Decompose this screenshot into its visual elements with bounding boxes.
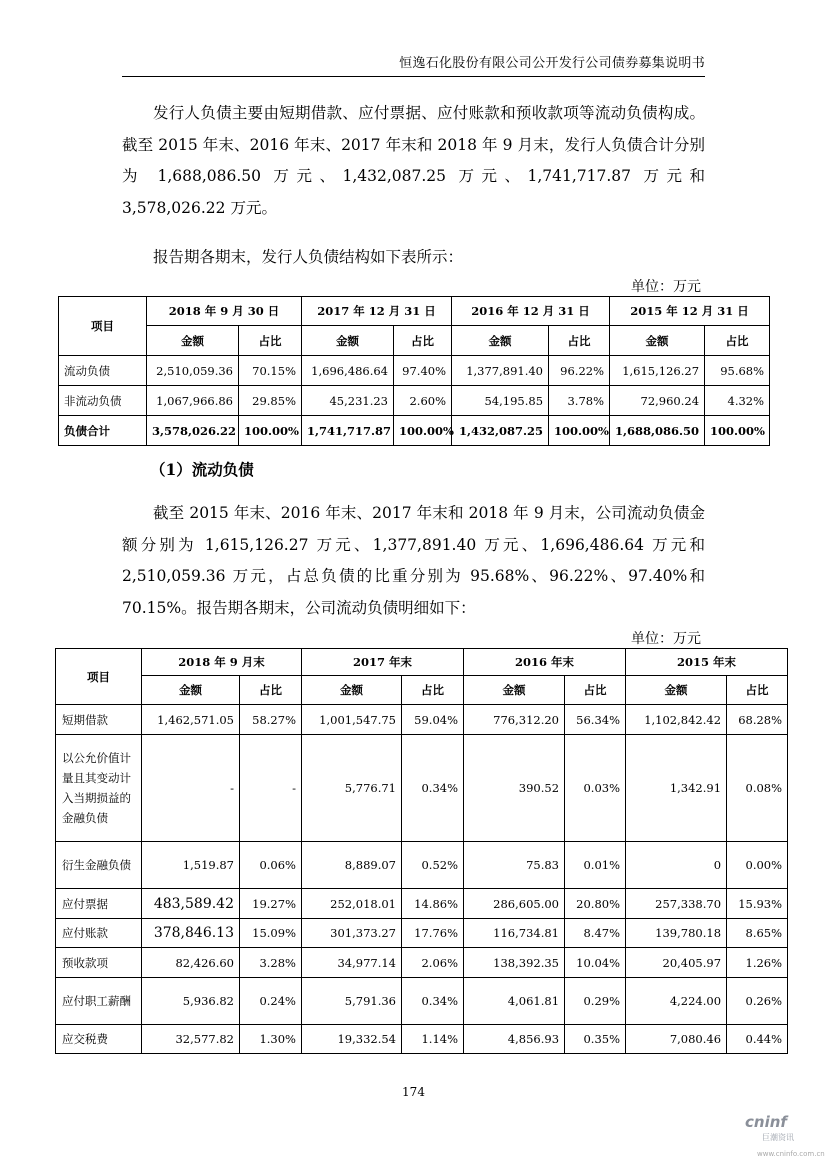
table-cell: 3.28% bbox=[240, 948, 302, 978]
table-cell: 1,342.91 bbox=[626, 735, 727, 842]
row-label: 应交税费 bbox=[56, 1025, 142, 1054]
table-cell: 0.29% bbox=[565, 978, 626, 1025]
table-cell: 45,231.23 bbox=[302, 386, 394, 416]
table-cell: - bbox=[142, 735, 240, 842]
table-cell: 29.85% bbox=[239, 386, 302, 416]
row-label: 非流动负债 bbox=[59, 386, 147, 416]
table-row bbox=[56, 1025, 788, 1054]
table-cell: 20.80% bbox=[565, 889, 626, 919]
row-label: 短期借款 bbox=[56, 705, 142, 735]
table-cell: 56.34% bbox=[565, 705, 626, 735]
table-cell: 68.28% bbox=[727, 705, 788, 735]
liability-structure-table bbox=[58, 296, 770, 446]
table-row bbox=[56, 948, 788, 978]
table-cell: 54,195.85 bbox=[452, 386, 549, 416]
table-cell: 4,856.93 bbox=[464, 1025, 565, 1054]
table-cell: 1,432,087.25 bbox=[452, 416, 549, 446]
unit-label-table2: 单位：万元 bbox=[631, 631, 701, 647]
table-cell: 0.34% bbox=[402, 978, 464, 1025]
table-cell: 776,312.20 bbox=[464, 705, 565, 735]
table-row bbox=[56, 889, 788, 919]
table-cell: 2.60% bbox=[394, 386, 452, 416]
table2-subheader-amount: 金额 bbox=[626, 676, 727, 705]
paragraph-current-liabilities: 截至 2015 年末、2016 年末、2017 年末和 2018 年 9 月末，公司流动负债金额分别为 1,615,126.27 万元、1,377,891.40 万元、1,696,486.64 万元和 2,510,059.36 万元，占总负债的比重分别为 95.68%、96.22%、97.40%和 70.15%。报告期各期末，公司流动负债明细如下： bbox=[122, 504, 705, 617]
table-cell: 1,102,842.42 bbox=[626, 705, 727, 735]
table-cell: 483,589.42 bbox=[142, 889, 240, 919]
document-header-title: 恒逸石化股份有限公司公开发行公司债券募集说明书 bbox=[399, 56, 705, 71]
table1-subheader-amount: 金额 bbox=[610, 326, 705, 356]
header-rule bbox=[122, 76, 705, 77]
table-row bbox=[59, 356, 770, 386]
table-cell: 0.00% bbox=[727, 842, 788, 889]
paragraph-structure-intro: 报告期各期末，发行人负债结构如下表所示： bbox=[153, 248, 464, 266]
table2-subheader-ratio: 占比 bbox=[240, 676, 302, 705]
table1-header-period: 2016 年 12 月 31 日 bbox=[452, 297, 610, 326]
table1-header-period: 2015 年 12 月 31 日 bbox=[610, 297, 770, 326]
section-heading: （1）流动负债 bbox=[150, 460, 254, 479]
table1-subheader-ratio: 占比 bbox=[705, 326, 770, 356]
table-cell: 0.24% bbox=[240, 978, 302, 1025]
paragraph-liabilities-summary: 发行人负债主要由短期借款、应付票据、应付账款和预收款项等流动负债构成。截至 2015 年末、2016 年末、2017 年末和 2018 年 9 月末，发行人负债合计分别为 1,688,086.50 万元、1,432,087.25 万元、1,741,717.87 万元和 3,578,026.22 万元。 bbox=[122, 104, 705, 217]
table1-header-period: 2018 年 9 月 30 日 bbox=[147, 297, 302, 326]
table-cell: 3.78% bbox=[549, 386, 610, 416]
table-cell: 100.00% bbox=[549, 416, 610, 446]
row-label: 衍生金融负债 bbox=[56, 842, 142, 889]
table-row bbox=[56, 842, 788, 889]
table-cell: 95.68% bbox=[705, 356, 770, 386]
cninfo-logo-cn: 巨潮资讯 bbox=[762, 1133, 794, 1142]
table-cell: 19,332.54 bbox=[302, 1025, 402, 1054]
table-cell: 20,405.97 bbox=[626, 948, 727, 978]
table-cell: 378,846.13 bbox=[142, 919, 240, 948]
table2-subheader-amount: 金额 bbox=[142, 676, 240, 705]
row-label: 以公允价值计量且其变动计入当期损益的金融负债 bbox=[56, 735, 142, 842]
table-cell: 72,960.24 bbox=[610, 386, 705, 416]
table-cell: 34,977.14 bbox=[302, 948, 402, 978]
table1-subheader-ratio: 占比 bbox=[394, 326, 452, 356]
table1-subheader-amount: 金额 bbox=[452, 326, 549, 356]
table-cell: 1,462,571.05 bbox=[142, 705, 240, 735]
table-cell: 17.76% bbox=[402, 919, 464, 948]
table-cell: 1.26% bbox=[727, 948, 788, 978]
table-cell: 1,741,717.87 bbox=[302, 416, 394, 446]
table-cell: 116,734.81 bbox=[464, 919, 565, 948]
table2-header-period: 2017 年末 bbox=[302, 649, 464, 676]
current-liabilities-detail-table bbox=[55, 648, 788, 1054]
unit-label-table1: 单位：万元 bbox=[631, 279, 701, 295]
table-row-total bbox=[59, 416, 770, 446]
table-cell: 0.26% bbox=[727, 978, 788, 1025]
table2-subheader-ratio: 占比 bbox=[402, 676, 464, 705]
table2-header-period: 2015 年末 bbox=[626, 649, 788, 676]
table-cell: 5,791.36 bbox=[302, 978, 402, 1025]
table2-header-period: 2016 年末 bbox=[464, 649, 626, 676]
table-cell: 100.00% bbox=[705, 416, 770, 446]
table-cell: 14.86% bbox=[402, 889, 464, 919]
table-cell: 139,780.18 bbox=[626, 919, 727, 948]
table2-subheader-amount: 金额 bbox=[464, 676, 565, 705]
table-row bbox=[56, 978, 788, 1025]
row-label: 应付票据 bbox=[56, 889, 142, 919]
table-cell: 97.40% bbox=[394, 356, 452, 386]
table-cell: 0.08% bbox=[727, 735, 788, 842]
table-cell: 8.47% bbox=[565, 919, 626, 948]
table-cell: 5,776.71 bbox=[302, 735, 402, 842]
table-cell: 0.52% bbox=[402, 842, 464, 889]
row-label: 应付账款 bbox=[56, 919, 142, 948]
table1-header-item: 项目 bbox=[59, 297, 147, 356]
row-label: 应付职工薪酬 bbox=[56, 978, 142, 1025]
table-cell: 4.32% bbox=[705, 386, 770, 416]
table-cell: 10.04% bbox=[565, 948, 626, 978]
table2-subheader-ratio: 占比 bbox=[727, 676, 788, 705]
table-cell: 59.04% bbox=[402, 705, 464, 735]
table-cell: 252,018.01 bbox=[302, 889, 402, 919]
table2-subheader-amount: 金额 bbox=[302, 676, 402, 705]
page-number: 174 bbox=[402, 1085, 425, 1099]
table-cell: 1,696,486.64 bbox=[302, 356, 394, 386]
table-cell: 2.06% bbox=[402, 948, 464, 978]
table-cell: 100.00% bbox=[394, 416, 452, 446]
table-cell: 3,578,026.22 bbox=[147, 416, 239, 446]
table-cell: 1,377,891.40 bbox=[452, 356, 549, 386]
table-cell: 15.09% bbox=[240, 919, 302, 948]
table-cell: 286,605.00 bbox=[464, 889, 565, 919]
table-cell: 58.27% bbox=[240, 705, 302, 735]
table-cell: 0.06% bbox=[240, 842, 302, 889]
table-row bbox=[56, 735, 788, 842]
table-cell: 4,061.81 bbox=[464, 978, 565, 1025]
table-cell: 1,001,547.75 bbox=[302, 705, 402, 735]
table2-subheader-ratio: 占比 bbox=[565, 676, 626, 705]
table-cell: 7,080.46 bbox=[626, 1025, 727, 1054]
table1-subheader-amount: 金额 bbox=[302, 326, 394, 356]
table-cell: 1,067,966.86 bbox=[147, 386, 239, 416]
table-cell: 1.30% bbox=[240, 1025, 302, 1054]
row-label: 预收款项 bbox=[56, 948, 142, 978]
table-cell: 2,510,059.36 bbox=[147, 356, 239, 386]
table-cell: 70.15% bbox=[239, 356, 302, 386]
table-cell: 4,224.00 bbox=[626, 978, 727, 1025]
table1-subheader-ratio: 占比 bbox=[239, 326, 302, 356]
table-row bbox=[59, 386, 770, 416]
table-cell: 138,392.35 bbox=[464, 948, 565, 978]
table-cell: 8.65% bbox=[727, 919, 788, 948]
table-cell: 96.22% bbox=[549, 356, 610, 386]
table-cell: 0.35% bbox=[565, 1025, 626, 1054]
table-row bbox=[56, 705, 788, 735]
table-cell: 0 bbox=[626, 842, 727, 889]
table-cell: 15.93% bbox=[727, 889, 788, 919]
table-cell: 1,519.87 bbox=[142, 842, 240, 889]
table-cell: 257,338.70 bbox=[626, 889, 727, 919]
row-label: 负债合计 bbox=[59, 416, 147, 446]
table1-subheader-amount: 金额 bbox=[147, 326, 239, 356]
table-cell: 100.00% bbox=[239, 416, 302, 446]
table-cell: 390.52 bbox=[464, 735, 565, 842]
table-cell: 0.34% bbox=[402, 735, 464, 842]
table-cell: - bbox=[240, 735, 302, 842]
table1-subheader-ratio: 占比 bbox=[549, 326, 610, 356]
table-cell: 1.14% bbox=[402, 1025, 464, 1054]
table-cell: 75.83 bbox=[464, 842, 565, 889]
table-cell: 1,688,086.50 bbox=[610, 416, 705, 446]
table-cell: 5,936.82 bbox=[142, 978, 240, 1025]
table-cell: 0.03% bbox=[565, 735, 626, 842]
table-cell: 0.44% bbox=[727, 1025, 788, 1054]
table2-header-period: 2018 年 9 月末 bbox=[142, 649, 302, 676]
table-cell: 32,577.82 bbox=[142, 1025, 240, 1054]
table-cell: 1,615,126.27 bbox=[610, 356, 705, 386]
row-label: 流动负债 bbox=[59, 356, 147, 386]
cninfo-url: www.cninfo.com.cn bbox=[757, 1150, 825, 1158]
table2-header-item: 项目 bbox=[56, 649, 142, 705]
table-cell: 19.27% bbox=[240, 889, 302, 919]
cninfo-logo: cninf bbox=[745, 1113, 787, 1131]
table-cell: 0.01% bbox=[565, 842, 626, 889]
table-cell: 301,373.27 bbox=[302, 919, 402, 948]
table-row bbox=[56, 919, 788, 948]
table-cell: 82,426.60 bbox=[142, 948, 240, 978]
table-cell: 8,889.07 bbox=[302, 842, 402, 889]
table1-header-period: 2017 年 12 月 31 日 bbox=[302, 297, 452, 326]
